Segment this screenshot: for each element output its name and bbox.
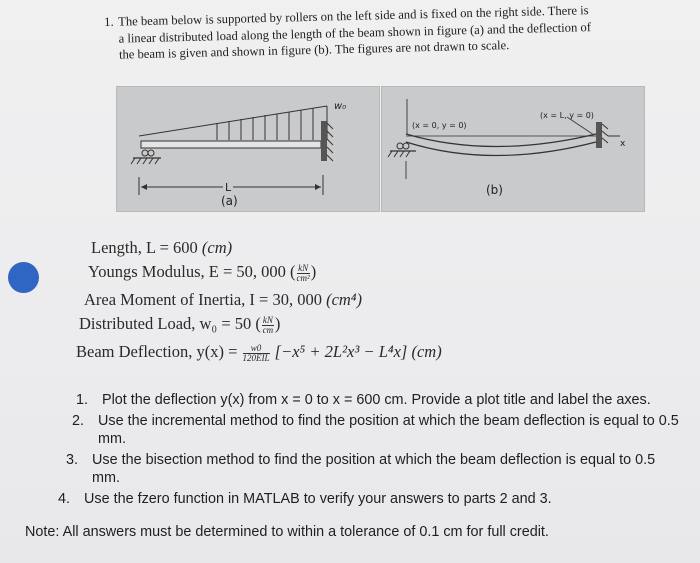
task-list [58, 391, 686, 510]
param-modulus: Youngs Modulus, E = 50, 000 ( $\frac{kN}{\text{cm²}}$ ) [88, 262, 317, 283]
task-item-4: 4. Use the fzero function in MATLAB to verify your answers to parts 2 and 3. [58, 490, 552, 507]
param-load: Distributed Load, w₀ = 50 ( $\frac{kN}{cm}$ ) [79, 314, 281, 335]
x-axis-label: x [620, 139, 626, 149]
problem-number: 1. [104, 14, 114, 29]
problem-intro-text: The beam below is supported by rollers on the left side and is fixed on the right side. There is a linear distributed load along the length of the beam shown in figure (a) and the deflection of the beam is given and shown in figure (b). The figures are not drawn to scale. [118, 3, 592, 62]
deflection-coefficient: $\frac{w0}{\text{120EIL}}$ [242, 342, 270, 363]
load-unit: $\frac{kN}{cm}$ [262, 314, 274, 335]
tolerance-note: Note: All answers must be determined to within a tolerance of 0.1 cm for full credit. [25, 524, 549, 540]
param-length: Length, L = 600 (cm) [91, 238, 233, 257]
modulus-unit: $\frac{kN}{\text{cm²}}$ [296, 262, 310, 283]
task-item-2: 2. Use the incremental method to find the position at which the beam deflection is equal to 0.5 mm. [72, 412, 679, 447]
left-boundary-label: (x = 0, y = 0) [412, 121, 467, 130]
bullet-dot [8, 262, 39, 293]
param-inertia: Area Moment of Inertia, I = 30, 000 (cm⁴) [84, 290, 363, 309]
task-item-3: 3. Use the bisection method to find the position at which the beam deflection is equal to 0.5 mm. [66, 451, 656, 486]
param-deflection: Beam Deflection, y(x) = $\frac{w0}{\text{120EIL}}$ [−x⁵ + 2L²x³ − L⁴x] (cm) [76, 342, 442, 363]
figure-a [116, 86, 380, 212]
right-boundary-label: (x = L, y = 0) [540, 111, 594, 120]
task-item-1: 1. Plot the deflection y(x) from x = 0 to x = 600 cm. Provide a plot title and label the axes. [76, 392, 651, 408]
load-label: w₀ [334, 101, 347, 112]
figure-a-caption: (a) [221, 194, 238, 208]
figure-b-caption: (b) [486, 183, 503, 197]
beam-deflection-diagram [382, 87, 644, 211]
problem-intro [104, 2, 597, 64]
figure-b [381, 86, 645, 212]
length-label: L [225, 181, 232, 194]
